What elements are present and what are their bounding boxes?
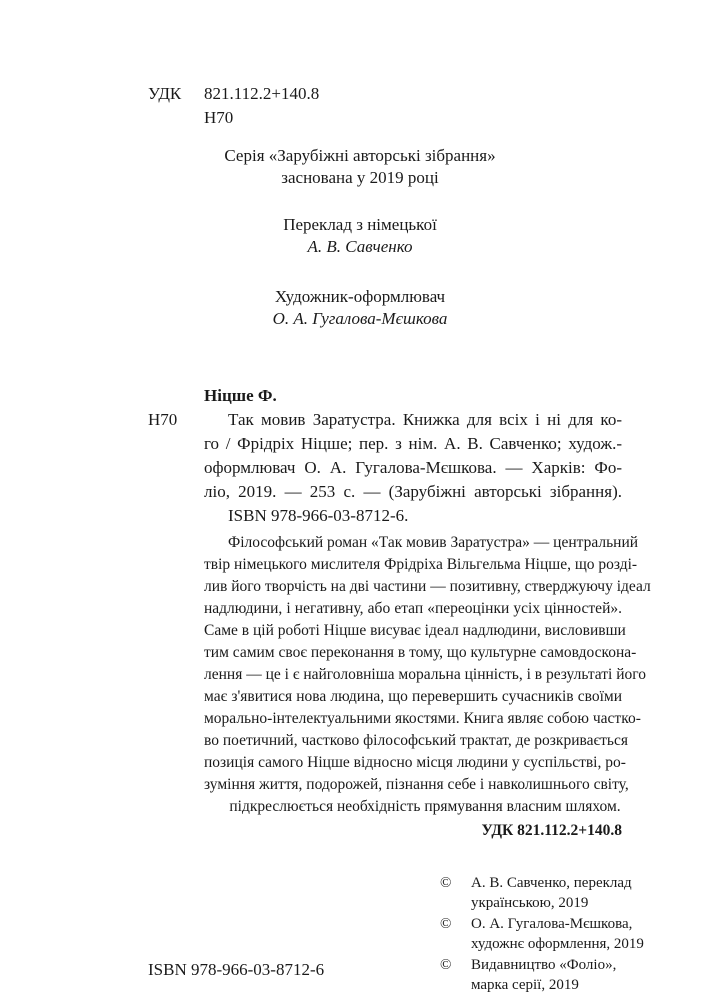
isbn-bottom: ISBN 978-966-03-8712-6 (148, 960, 325, 979)
bib-isbn: ISBN 978-966-03-8712-6. (228, 506, 409, 525)
annotation-line: тим самим своє переконання в тому, що культурне самовдоскона- (204, 644, 637, 661)
annotation-udc: УДК 821.112.2+140.8 (481, 822, 622, 839)
udc-label: УДК (148, 84, 182, 103)
translation-label: Переклад з німецької (283, 215, 437, 234)
copyright-line: О. А. Гугалова-Мєшкова, (471, 916, 633, 932)
copyright-symbol: © (440, 957, 452, 973)
copyright-line: А. В. Савченко, переклад (471, 875, 632, 891)
artist-label: Художник-оформлювач (274, 287, 446, 306)
copyright-symbol: © (440, 916, 452, 932)
annotation-line: підкреслюється необхідність прямування власним шляхом. (229, 798, 621, 815)
annotation-line: лив його творчість на дві частини — позитивну, стверджуючу ідеал (204, 578, 651, 595)
bib-author: Ніцше Ф. (204, 386, 277, 405)
udc-code: 821.112.2+140.8 (204, 84, 320, 103)
series-line-1: Серія «Зарубіжні авторські зібрання» (224, 146, 496, 165)
copyright-line: Видавництво «Фоліо», (471, 957, 617, 973)
bib-line: го / Фрідріх Ніцше; пер. з нім. А. В. Савченко; худож.- (204, 434, 622, 453)
annotation-line: морально-інтелектуальними якостями. Книга являє собою частко- (204, 710, 641, 727)
bib-code: Н70 (148, 410, 178, 429)
annotation-line: во поетичний, частково філософський трактат, де розкривається (204, 732, 629, 749)
copyright-line: марка серії, 2019 (471, 977, 579, 993)
annotation-line: лення — це і є найголовніша моральна цінність, і в результаті його (204, 666, 647, 683)
annotation-line: зуміння життя, подорожей, пізнання себе і навколишнього світу, (204, 776, 629, 793)
copyright-line: українською, 2019 (471, 895, 589, 911)
annotation-line: позиція самого Ніцше відносно місця людини у суспільстві, ро- (204, 754, 626, 771)
annotation-line: твір німецького мислителя Фрідріха Вільгельма Ніцше, що розді- (204, 556, 638, 573)
annotation-line: Саме в цій роботі Ніцше висуває ідеал надлюдини, висловивши (204, 622, 626, 639)
copyright-symbol: © (440, 875, 452, 891)
translator-name: А. В. Савченко (307, 237, 413, 256)
copyright-line: художнє оформлення, 2019 (471, 936, 644, 952)
bib-line: оформлювач О. А. Гугалова-Мєшкова. — Харків: Фо- (204, 458, 622, 477)
annotation-line: надлюдини, і негативну, або етап «переоцінки усіх цінностей». (204, 600, 622, 617)
bbk-code: Н70 (204, 108, 234, 127)
annotation-line: має з'явитися нова людина, що перевершить сучасників своїми (204, 688, 622, 705)
bib-line: ліо, 2019. — 253 с. — (Зарубіжні авторські зібрання). (204, 482, 622, 501)
bib-line: Так мовив Заратустра. Книжка для всіх і ні для ко- (228, 410, 622, 429)
annotation-line: Філософський роман «Так мовив Заратустра» — центральний (228, 534, 639, 551)
artist-name: О. А. Гугалова-Мєшкова (272, 309, 448, 328)
series-line-2: заснована у 2019 році (281, 168, 439, 187)
